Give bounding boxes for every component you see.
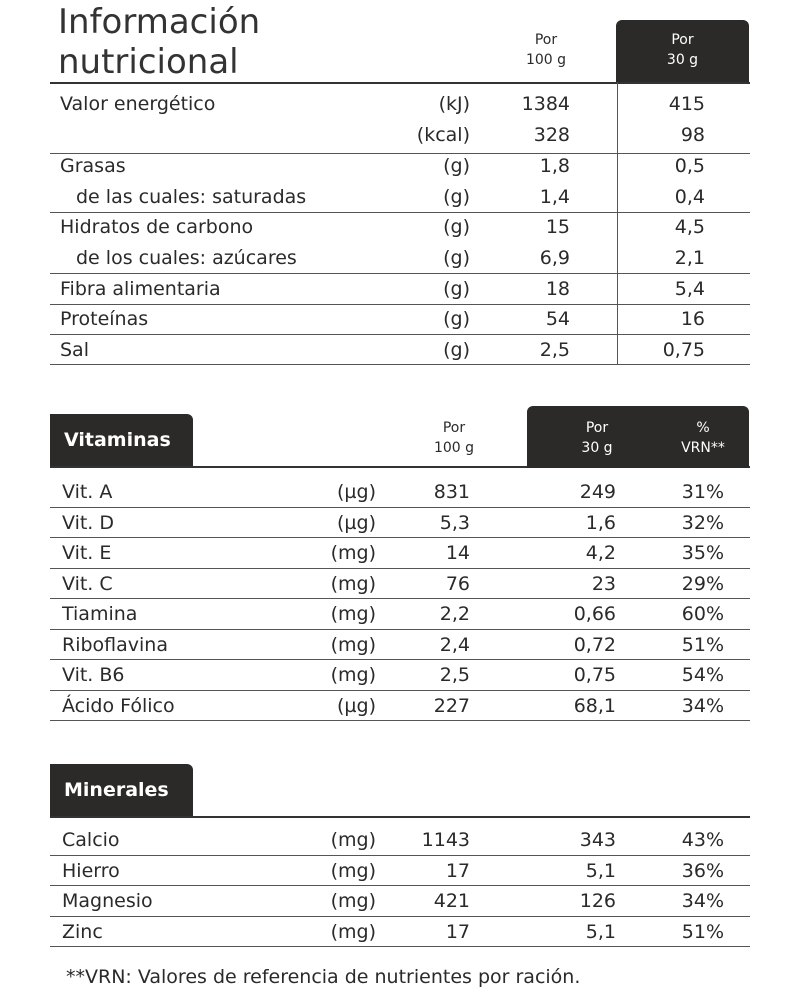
- nutrition-per30-header: [616, 20, 749, 82]
- vitamin-row-per100: 14: [445, 542, 470, 564]
- vitamin-row-unit: (mg): [330, 634, 376, 656]
- mineral-row-per30: 5,1: [585, 860, 616, 882]
- nutrition-row-per100: 328: [533, 124, 570, 146]
- vitamin-row-per30: 23: [591, 573, 616, 595]
- vitamin-row-unit: (µg): [337, 512, 376, 534]
- nutrition-row-per30: 0,5: [674, 155, 705, 177]
- mineral-row-unit: (mg): [330, 890, 376, 912]
- title-line-2: nutricional: [58, 42, 239, 82]
- nutrition-row-per30: 415: [668, 93, 705, 115]
- vitamins-per100-header: [416, 418, 492, 458]
- minerals-section-tab: [50, 764, 193, 816]
- nutrition-row-per100: 18: [545, 278, 570, 300]
- nutrition-row-unit: (g): [443, 155, 470, 177]
- nutrition-row-name: Hidratos de carbono: [60, 216, 254, 238]
- mineral-row-vrn: 51%: [681, 921, 724, 943]
- vitamin-row-per100: 2,4: [439, 634, 470, 656]
- vitamin-row-vrn: 29%: [681, 573, 724, 595]
- nutrition-row-unit: (kcal): [416, 124, 470, 146]
- vitamin-row-per30: 68,1: [573, 695, 616, 717]
- nutrition-row-per100: 6,9: [539, 247, 570, 269]
- nutrition-per100-header: [508, 30, 584, 70]
- nutrition-row-unit: (g): [443, 278, 470, 300]
- nutrition-row-unit: (g): [443, 216, 470, 238]
- table-top-rule: [50, 82, 750, 84]
- vitamin-row-vrn: 60%: [681, 603, 724, 625]
- vitamin-row-per100: 2,2: [439, 603, 470, 625]
- vitamin-row-per30: 0,72: [573, 634, 616, 656]
- vitamin-row-vrn: 32%: [681, 512, 724, 534]
- row-divider: [50, 334, 750, 335]
- row-divider: [50, 629, 750, 630]
- per100-header-line2: 100 g: [525, 52, 567, 68]
- vit-vrn-line2: VRN**: [681, 440, 725, 456]
- row-divider: [50, 507, 750, 508]
- row-divider: [50, 598, 750, 599]
- footnote: **VRN: Valores de referencia de nutrientes por ración.: [66, 966, 581, 988]
- nutrition-row-unit: (g): [443, 247, 470, 269]
- vitamins-vrn-header: [663, 418, 743, 458]
- page-title: [58, 2, 260, 82]
- nutrition-row-per30: 5,4: [674, 278, 705, 300]
- mineral-row-vrn: 36%: [681, 860, 724, 882]
- vitamins-per30-header: [557, 418, 637, 458]
- nutrition-row-unit: (g): [443, 308, 470, 330]
- row-divider: [50, 659, 750, 660]
- vitamin-row-unit: (mg): [330, 573, 376, 595]
- vitamin-row-unit: (mg): [330, 664, 376, 686]
- nutrition-row-per100: 15: [545, 216, 570, 238]
- nutrition-row-per100: 1,4: [539, 186, 570, 208]
- vitamin-row-vrn: 51%: [681, 634, 724, 656]
- nutrition-row-per30: 0,75: [662, 339, 705, 361]
- nutrition-row-name: Fibra alimentaria: [60, 278, 221, 300]
- nutrition-row-per30: 16: [680, 308, 705, 330]
- vitamins-dark-header: [527, 406, 749, 468]
- vitamin-row-unit: (mg): [330, 542, 376, 564]
- nutrition-row-per100: 1384: [521, 93, 570, 115]
- per100-header-line1: Por: [534, 32, 558, 48]
- vitamin-row-name: Riboflavina: [62, 634, 168, 656]
- mineral-row-per100: 421: [433, 890, 470, 912]
- row-divider: [50, 273, 750, 274]
- vitamin-row-per100: 2,5: [439, 664, 470, 686]
- vitamin-row-per30: 4,2: [585, 542, 616, 564]
- vitamin-row-per100: 831: [433, 481, 470, 503]
- mineral-row-name: Hierro: [62, 860, 120, 882]
- row-divider: [50, 885, 750, 886]
- vitamin-row-vrn: 34%: [681, 695, 724, 717]
- minerals-top-rule: [50, 816, 750, 818]
- vitamin-row-unit: (µg): [337, 481, 376, 503]
- mineral-row-per100: 1143: [421, 829, 470, 851]
- nutrition-row-per30: 2,1: [674, 247, 705, 269]
- minerals-section-label: Minerales: [64, 779, 169, 801]
- vitamin-row-per100: 227: [433, 695, 470, 717]
- mineral-row-vrn: 43%: [681, 829, 724, 851]
- mineral-row-per30: 5,1: [585, 921, 616, 943]
- vitamin-row-per30: 1,6: [585, 512, 616, 534]
- vitamin-row-unit: (µg): [337, 695, 376, 717]
- per30-column-left-border: [617, 82, 618, 365]
- vit-vrn-line1: %: [696, 420, 710, 436]
- nutrition-row-per30: 98: [680, 124, 705, 146]
- nutrition-row-per100: 2,5: [539, 339, 570, 361]
- vitamin-row-vrn: 35%: [681, 542, 724, 564]
- mineral-row-unit: (mg): [330, 921, 376, 943]
- nutrition-row-unit: (g): [443, 186, 470, 208]
- vitamin-row-unit: (mg): [330, 603, 376, 625]
- row-divider: [50, 946, 750, 947]
- mineral-row-name: Magnesio: [62, 890, 153, 912]
- nutrition-row-unit: (kJ): [438, 93, 470, 115]
- per30-header-line1: Por: [671, 32, 694, 48]
- vitamins-section-label: Vitaminas: [64, 429, 171, 451]
- vitamin-row-per30: 0,66: [573, 603, 616, 625]
- row-divider: [50, 855, 750, 856]
- nutrition-row-name: de los cuales: azúcares: [76, 247, 297, 269]
- nutrition-row-name: Valor energético: [60, 93, 216, 115]
- mineral-row-vrn: 34%: [681, 890, 724, 912]
- row-divider: [50, 537, 750, 538]
- row-divider: [50, 690, 750, 691]
- mineral-row-name: Calcio: [62, 829, 120, 851]
- vitamin-row-vrn: 31%: [681, 481, 724, 503]
- mineral-row-per100: 17: [445, 860, 470, 882]
- vit-per100-line2: 100 g: [433, 440, 475, 456]
- nutrition-row-per100: 54: [545, 308, 570, 330]
- vitamin-row-vrn: 54%: [681, 664, 724, 686]
- vitamin-row-name: Vit. A: [62, 481, 113, 503]
- vit-per100-line1: Por: [442, 420, 466, 436]
- vitamin-row-name: Tiamina: [62, 603, 138, 625]
- vitamin-row-name: Vit. B6: [62, 664, 125, 686]
- mineral-row-unit: (mg): [330, 860, 376, 882]
- row-divider: [50, 568, 750, 569]
- vitamin-row-per100: 76: [445, 573, 470, 595]
- per30-header-line2: 30 g: [666, 52, 699, 68]
- vitamin-row-per30: 249: [579, 481, 616, 503]
- mineral-row-per30: 343: [579, 829, 616, 851]
- vitamin-row-name: Vit. D: [62, 512, 115, 534]
- nutrition-row-name: Proteínas: [60, 308, 149, 330]
- nutrition-row-per30: 0,4: [674, 186, 705, 208]
- mineral-row-per100: 17: [445, 921, 470, 943]
- vitamin-row-name: Ácido Fólico: [62, 695, 175, 717]
- vitamin-row-per100: 5,3: [439, 512, 470, 534]
- nutrition-row-per100: 1,8: [539, 155, 570, 177]
- vit-per30-line1: Por: [585, 420, 609, 436]
- row-divider: [50, 364, 750, 365]
- nutrition-row-per30: 4,5: [674, 216, 705, 238]
- nutrition-row-name: Sal: [60, 339, 89, 361]
- vitamin-row-name: Vit. E: [62, 542, 112, 564]
- title-line-1: Información: [58, 2, 261, 42]
- vitamin-row-name: Vit. C: [62, 573, 113, 595]
- vit-per30-line2: 30 g: [581, 440, 613, 456]
- nutrition-row-unit: (g): [443, 339, 470, 361]
- row-divider: [50, 916, 750, 917]
- mineral-row-per30: 126: [579, 890, 616, 912]
- mineral-row-name: Zinc: [62, 921, 103, 943]
- vitamins-section-tab: [50, 414, 193, 466]
- row-divider: [50, 720, 750, 721]
- nutrition-row-name: Grasas: [60, 155, 126, 177]
- mineral-row-unit: (mg): [330, 829, 376, 851]
- nutrition-row-name: de las cuales: saturadas: [76, 186, 307, 208]
- vitamin-row-per30: 0,75: [573, 664, 616, 686]
